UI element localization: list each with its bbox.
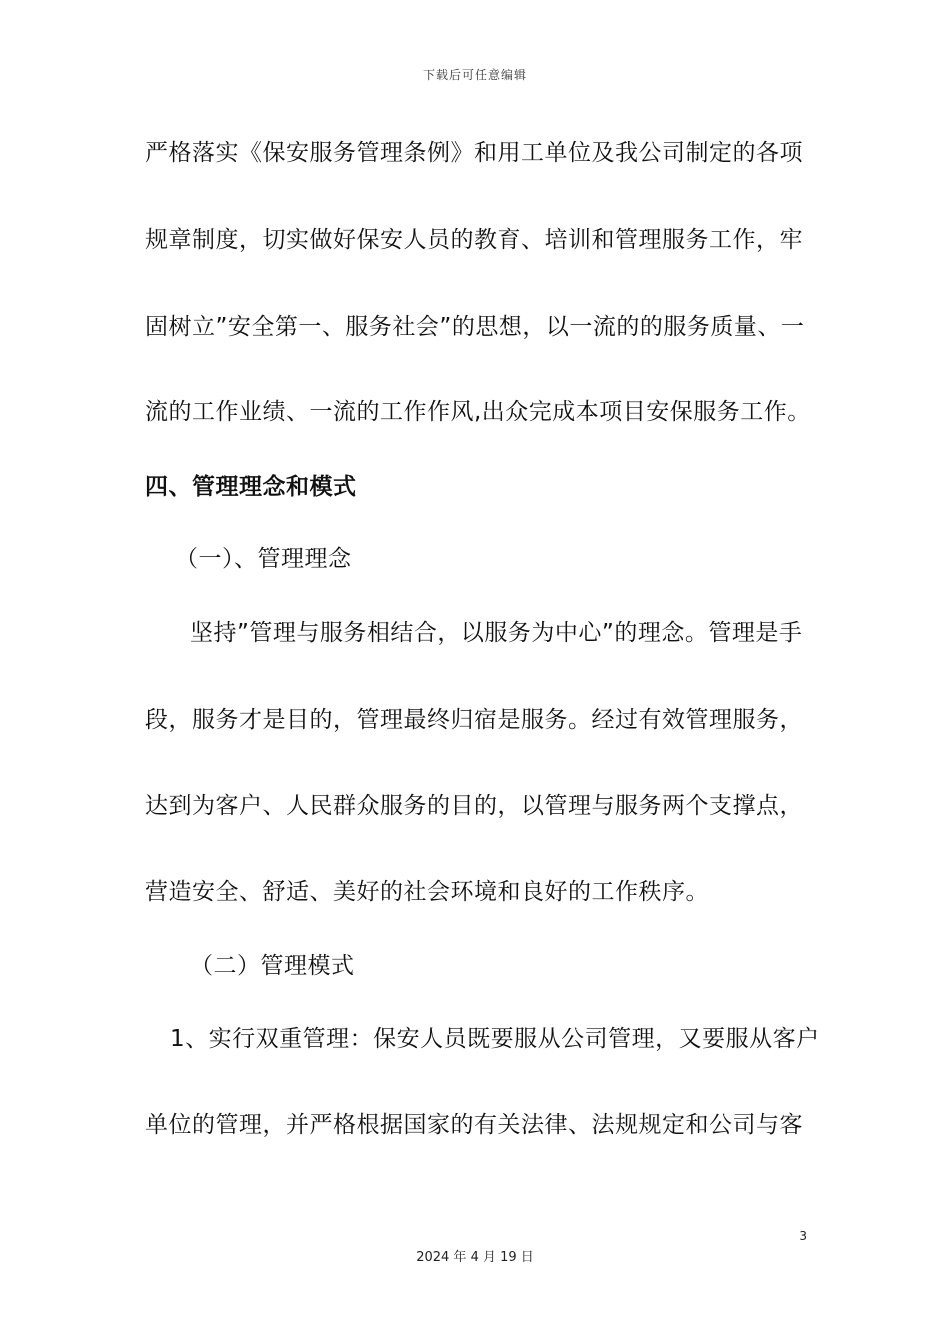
paragraph-line: 固树立”安全第一、服务社会”的思想，以一流的的服务质量、一 bbox=[145, 314, 805, 340]
page-number: 3 bbox=[799, 1229, 807, 1243]
paragraph-line: 单位的管理，并严格根据国家的有关法律、法规规定和公司与客 bbox=[145, 1112, 803, 1138]
paragraph-line: 达到为客户、人民群众服务的目的，以管理与服务两个支撑点， bbox=[145, 793, 803, 819]
section-heading: 四、管理理念和模式 bbox=[145, 474, 357, 500]
subsection-heading: （二）管理模式 bbox=[190, 953, 355, 979]
paragraph-line: 坚持”管理与服务相结合，以服务为中心”的理念。管理是手 bbox=[190, 620, 803, 646]
footer-date: 2024 年 4 月 19 日 bbox=[416, 1250, 534, 1265]
paragraph-line: 营造安全、舒适、美好的社会环境和良好的工作秩序。 bbox=[145, 879, 709, 905]
paragraph-line: 流的工作业绩、一流的工作作风,出众完成本项目安保服务工作。 bbox=[145, 399, 811, 425]
paragraph-line: 段，服务才是目的，管理最终归宿是服务。经过有效管理服务， bbox=[145, 707, 803, 733]
paragraph-line: 严格落实《保安服务管理条例》和用工单位及我公司制定的各项 bbox=[145, 140, 803, 166]
subsection-heading: （一）、管理理念 bbox=[175, 546, 352, 572]
page-header: 下载后可任意编辑 bbox=[422, 68, 527, 82]
paragraph-line: 规章制度，切实做好保安人员的教育、培训和管理服务工作，牢 bbox=[145, 227, 803, 253]
paragraph-line: 1、实行双重管理：保安人员既要服从公司管理，又要服从客户 bbox=[170, 1026, 820, 1052]
